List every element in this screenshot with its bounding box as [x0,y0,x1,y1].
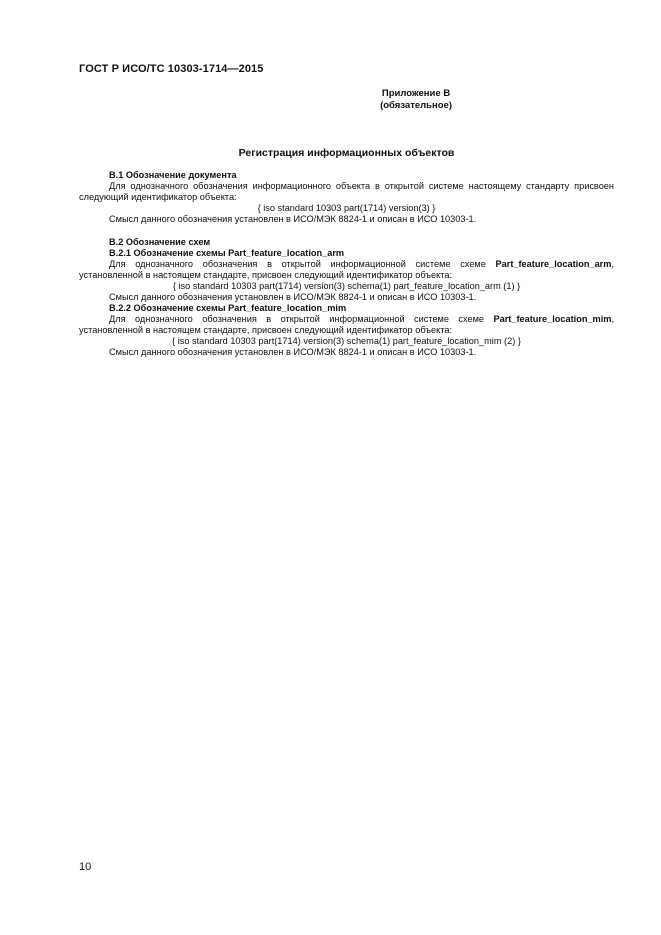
document-body [79,170,614,358]
section-b21-text-after: , установленной в настоящем стандарте, присвоен следующий идентификатор объекта: [79,259,614,280]
page-number: 10 [79,861,92,873]
section-b21-heading: В.2.1 Обозначение схемы Part_feature_location_arm [109,248,345,258]
section-gap [79,225,614,237]
annex-title: Приложение В [381,88,451,99]
section-b1-text: Для однозначного обозначения информационного объекта в открытой системе настоящему стандарту присвоен следующий идентификатор объекта: [79,181,614,202]
section-b22-text-after: , установленной в настоящем стандарте, присвоен следующий идентификатор объекта: [79,314,614,335]
section-b1-meaning: Смысл данного обозначения установлен в ИСО/МЭК 8824-1 и описан в ИСО 10303-1. [109,214,477,224]
page-title: Регистрация информационных объектов [238,147,455,159]
section-b21-text-before: Для однозначного обозначения в открытой информационной системе схеме [109,259,496,269]
section-b21-text [79,259,614,281]
section-b22-heading: В.2.2 Обозначение схемы Part_feature_location_mim [109,303,347,313]
annex-subtitle: (обязательное) [380,100,452,111]
section-b21-meaning: Смысл данного обозначения установлен в ИСО/МЭК 8824-1 и описан в ИСО 10303-1. [109,292,477,302]
annex-heading-block [380,88,452,112]
annex-heading [79,88,614,112]
section-b22-text-before: Для однозначного обозначения в открытой информационной системе схеме [109,314,494,324]
section-b22-text [79,314,614,336]
section-b21-schema-name: Part_feature_location_arm [495,259,612,269]
section-b21-identifier: { iso standard 10303 part(1714) version(3) schema(1) part_feature_location_arm (1) } [172,281,521,291]
section-b1-identifier: { iso standard 10303 part(1714) version(3) } [257,203,436,213]
document-header: ГОСТ Р ИСО/ТС 10303-1714—2015 [79,63,264,75]
section-b22-identifier: { iso standard 10303 part(1714) version(3) schema(1) part_feature_location_mim (2) } [172,336,521,346]
section-b2-heading: В.2 Обозначение схем [109,237,211,247]
section-b1-heading: В.1 Обозначение документа [109,170,237,180]
section-b22-meaning: Смысл данного обозначения установлен в ИСО/МЭК 8824-1 и описан в ИСО 10303-1. [109,347,477,357]
section-b22-schema-name: Part_feature_location_mim [493,314,612,324]
